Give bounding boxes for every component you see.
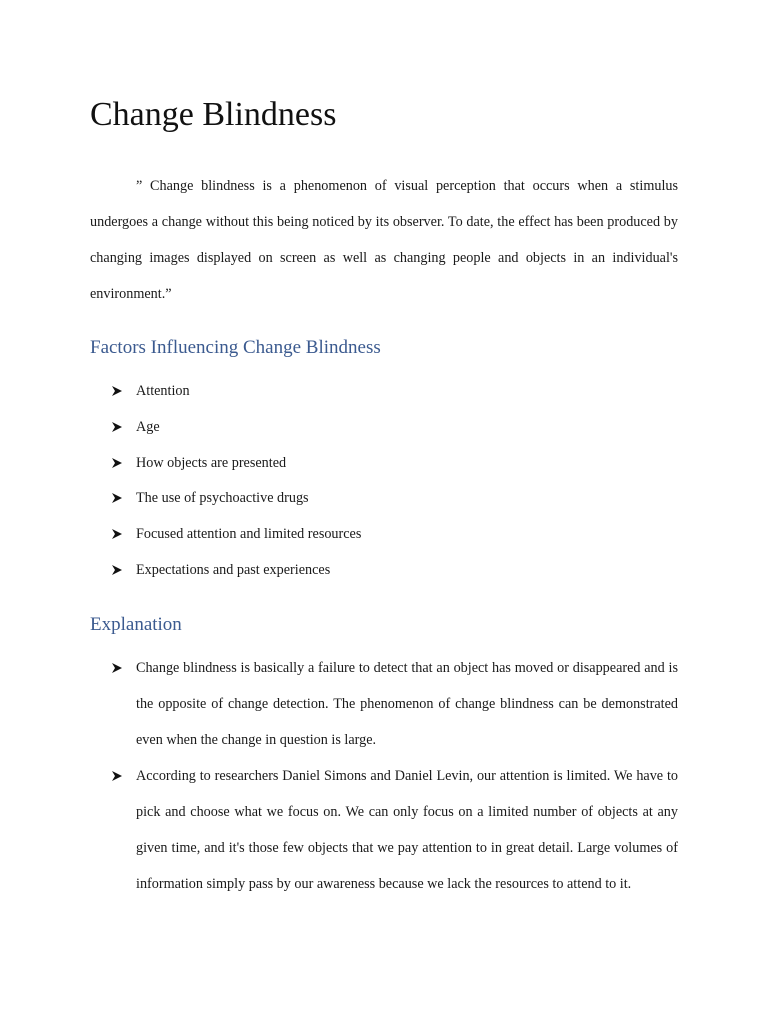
explanation-list [112,650,678,902]
arrowhead-bullet-icon [112,529,122,539]
arrowhead-bullet-icon [112,422,122,432]
list-item-text: Expectations and past experiences [136,561,331,578]
factors-list [112,373,678,588]
list-item [112,373,678,409]
arrowhead-bullet-icon [112,771,122,781]
list-item-text: Focused attention and limited resources [136,526,362,543]
list-item [112,409,678,445]
document-title: Change Blindness [90,96,337,133]
list-item [112,516,678,552]
factors-heading: Factors Influencing Change Blindness [90,337,381,358]
list-item [112,758,678,902]
intro-quote: ” Change blindness is a phenomenon of visual perception that occurs when a stimulus undergoes a change without this being noticed by its observer. To date, the effect has been produced by changing images displayed on screen as well as changing people and objects in an individual's environment.” [90,178,678,302]
list-item-text: Attention [136,383,190,399]
arrowhead-bullet-icon [112,565,122,575]
list-item-text: Change blindness is basically a failure to detect that an object has moved or disappeared and is the opposite of change detection. The phenomenon of change blindness can be demonstrated even when the change in question is large. [136,660,678,748]
explanation-heading: Explanation [90,614,182,635]
arrowhead-bullet-icon [112,458,122,468]
list-item [112,480,678,516]
list-item-text: Age [136,418,160,435]
arrowhead-bullet-icon [112,493,122,503]
list-item-text: According to researchers Daniel Simons and Daniel Levin, our attention is limited. We have to pick and choose what we focus on. We can only focus on a limited number of objects at any given time, and it's those few objects that we pay attention to in great detail. Large volumes of information simply pass by our awareness because we lack the resources to attend to it. [136,768,678,892]
list-item-text: The use of psychoactive drugs [136,490,309,507]
list-item [112,650,678,758]
list-item [112,552,678,588]
list-item [112,445,678,481]
list-item-text: How objects are presented [136,454,287,471]
arrowhead-bullet-icon [112,663,122,673]
arrowhead-bullet-icon [112,386,122,396]
